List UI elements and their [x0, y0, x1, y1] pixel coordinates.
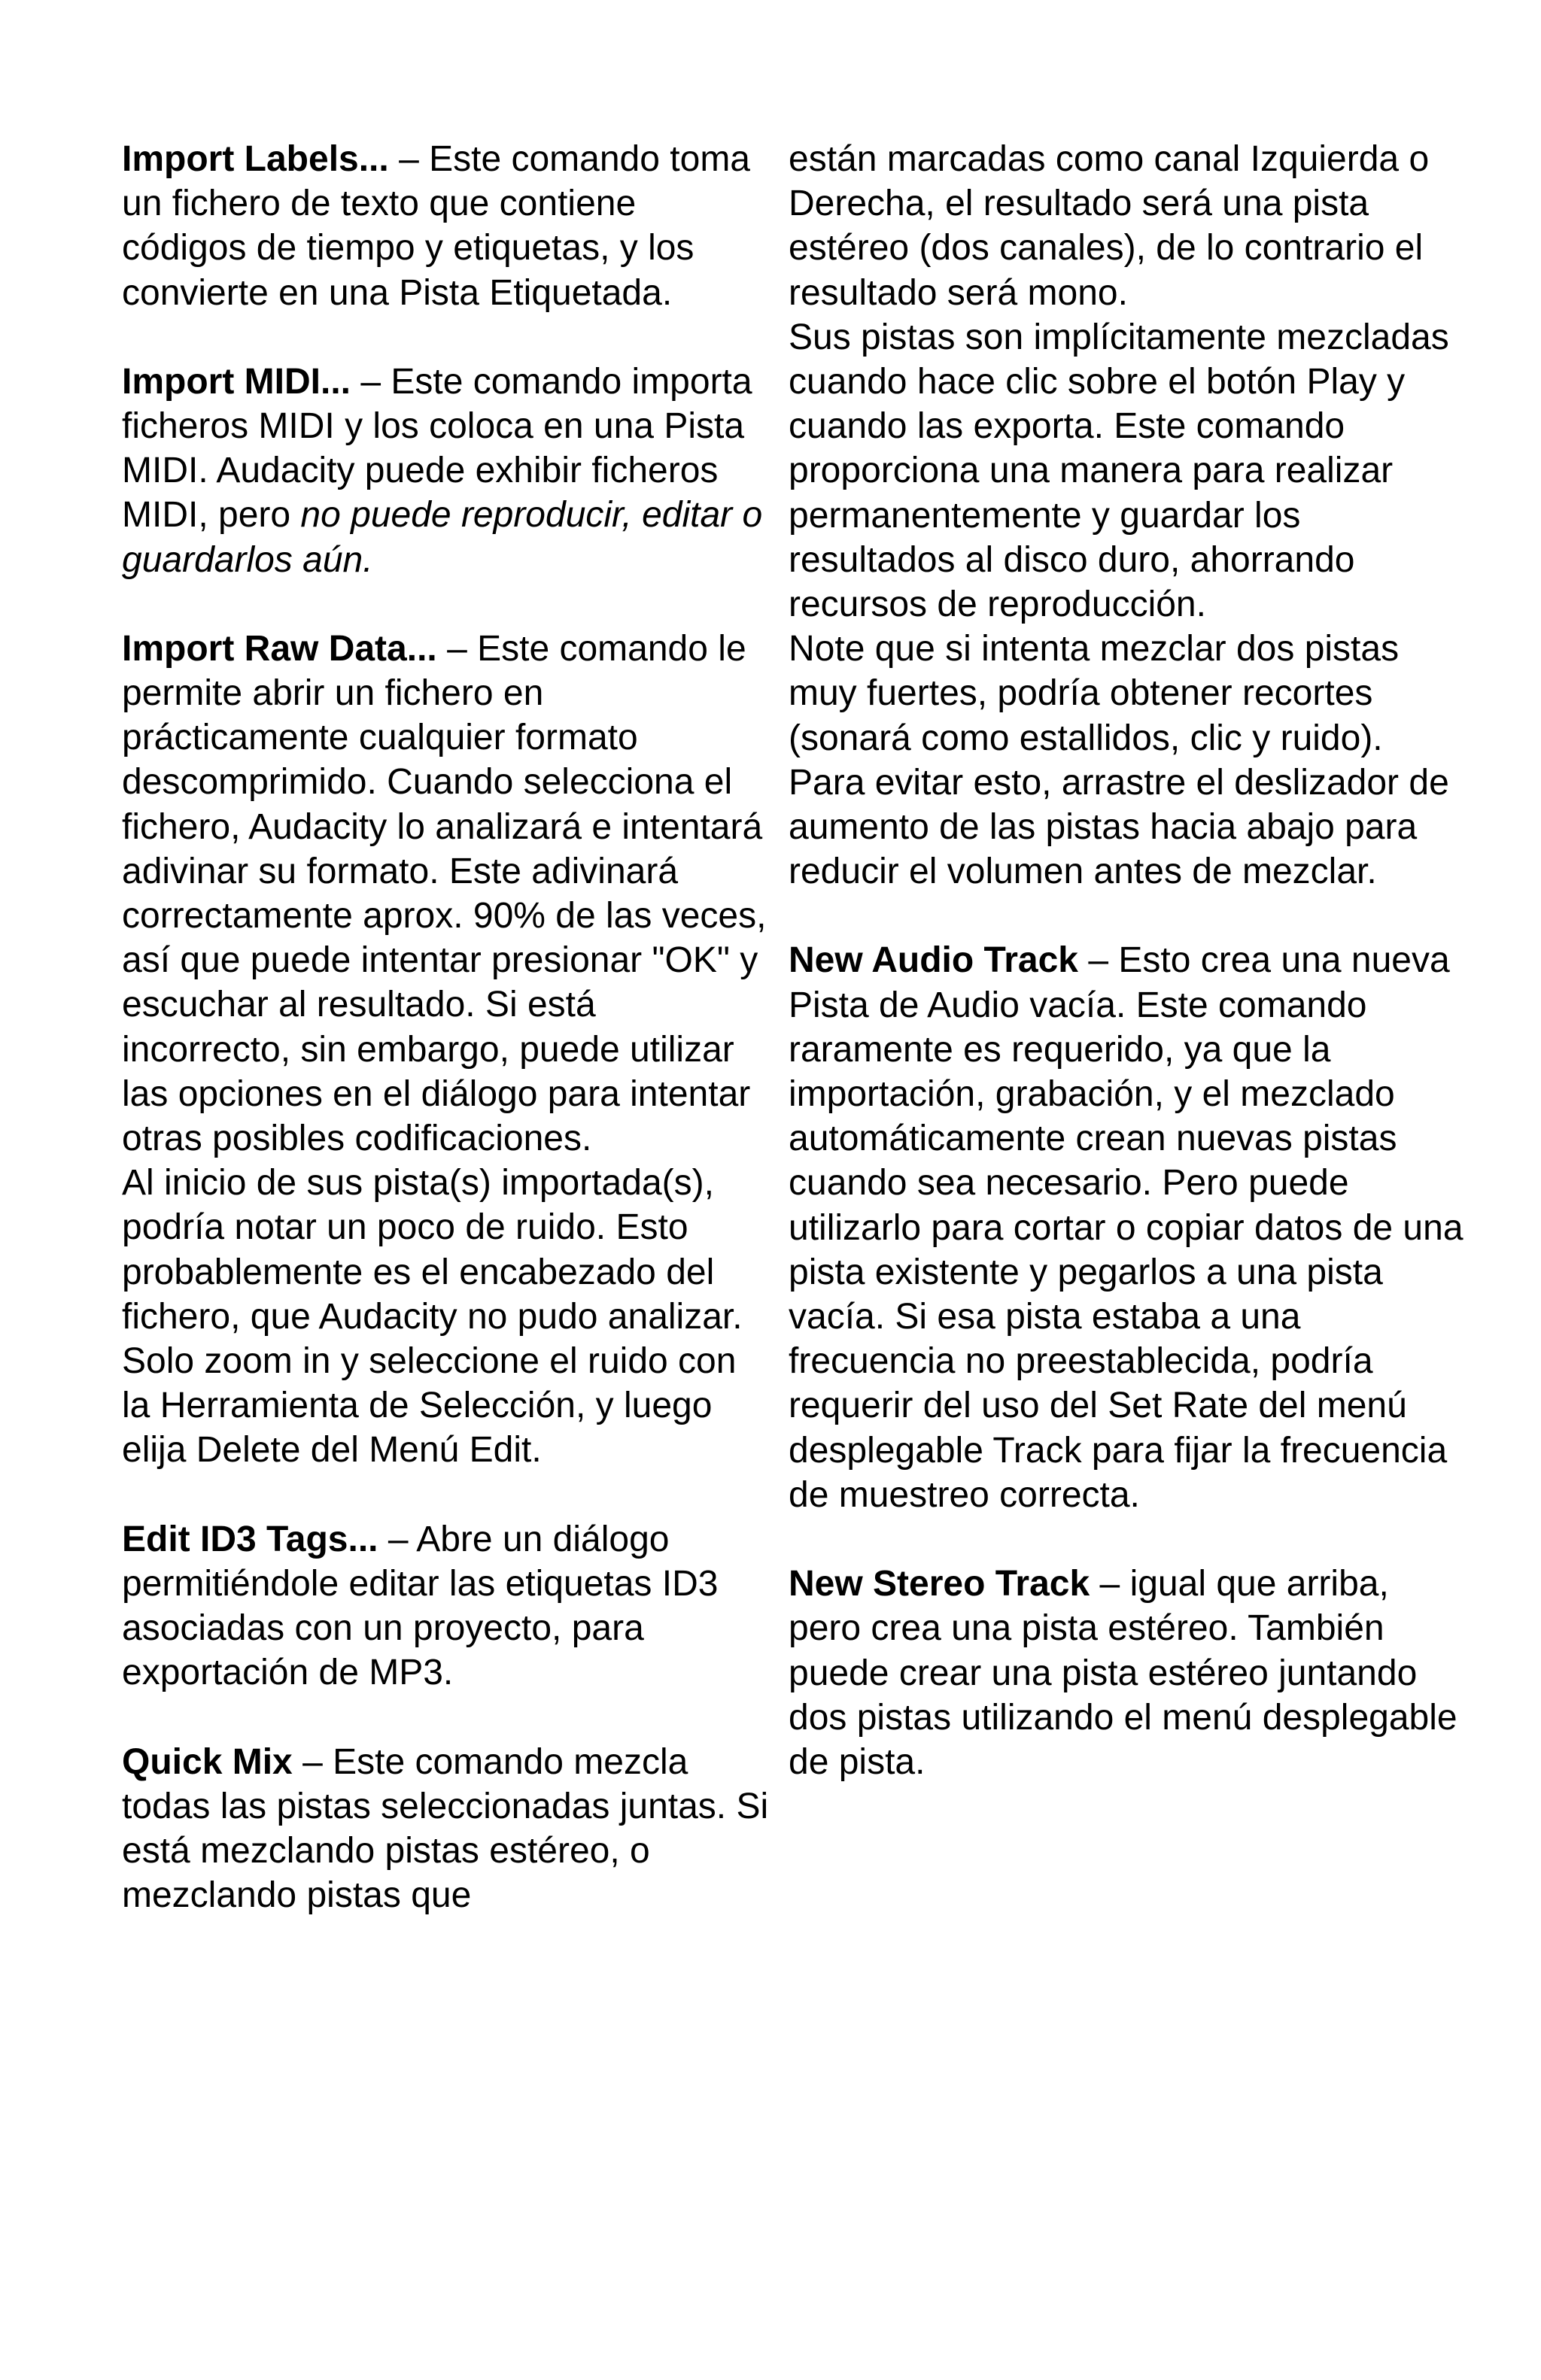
term-quick-mix: Quick Mix — [122, 1741, 293, 1782]
term-import-labels: Import Labels... — [122, 139, 389, 179]
entry-quick-mix-continued — [789, 137, 1466, 894]
entry-edit-id3-tags — [122, 1517, 769, 1695]
entry-new-stereo-track — [789, 1562, 1466, 1784]
right-column — [789, 137, 1466, 1829]
entry-import-raw-data — [122, 627, 769, 1473]
term-new-audio-track: New Audio Track — [789, 940, 1078, 981]
desc-new-stereo-track: – igual que arriba, pero crea una pista estéreo. También puede crear una pista estéreo juntando dos pistas utilizando el menú desplegable de pista. — [789, 1564, 1457, 1782]
quick-mix-cont-channels: están marcadas como canal Izquierda o Derecha, el resultado será una pista estéreo (dos canales), de lo contrario el resultado será mono. — [789, 139, 1430, 313]
desc-import-midi: – Este comando importa ficheros MIDI y los coloca en una Pista MIDI. Audacity puede exhibir ficheros MIDI, pero — [122, 361, 752, 536]
desc-import-raw-data-note: Al inicio de sus pista(s) importada(s), podría notar un poco de ruido. Esto probablemente es el encabezado del fichero, que Audacity no pudo analizar. Solo zoom in y seleccione el ruido con la Herramienta de Selección, y luego elija Delete del Menú Edit. — [122, 1163, 743, 1471]
desc-import-midi-emphasis: no puede reproducir, editar o guardarlos aún. — [122, 495, 763, 580]
desc-quick-mix: – Este comando mezcla todas las pistas seleccionadas juntas. Si está mezclando pistas estéreo, o mezclando pistas que — [122, 1741, 769, 1916]
entry-import-midi — [122, 360, 769, 582]
entry-quick-mix — [122, 1740, 769, 1918]
desc-new-audio-track: – Esto crea una nueva Pista de Audio vacía. Este comando raramente es requerido, ya que la importación, grabación, y el mezclado automáticamente crean nuevas pistas cuando sea necesario. Pero puede utilizarlo para cortar o copiar datos de una pista existente y pegarlos a una pista vacía. Si esa pista estaba a una frecuencia no preestablecida, podría requerir del uso del Set Rate del menú desplegable Track para fijar la frecuencia de muestreo correcta. — [789, 940, 1463, 1515]
entry-new-audio-track — [789, 938, 1466, 1517]
term-import-raw-data: Import Raw Data... — [122, 628, 437, 669]
quick-mix-cont-clipping: Note que si intenta mezclar dos pistas muy fuertes, podría obtener recortes (sonará como estallidos, clic y ruido). Para evitar esto, arrastre el deslizador de aumento de las pistas hacia abajo para reducir el volumen antes de mezclar. — [789, 629, 1449, 892]
desc-import-labels: – Este comando toma un fichero de texto que contiene códigos de tiempo y etiquetas, y los convierte en una Pista Etiquetada. — [122, 139, 750, 313]
term-edit-id3-tags: Edit ID3 Tags... — [122, 1519, 378, 1559]
desc-import-raw-data: – Este comando le permite abrir un fichero en prácticamente cualquier formato descomprimido. Cuando selecciona el fichero, Audacity lo analizará e intentará adivinar su formato. Este adivinará correctamente aprox. 90% de las veces, así que puede intentar presionar "OK" y escuchar al resultado. Si está incorrecto, sin embargo, puede utilizar las opciones en el diálogo para intentar otras posibles codificaciones. — [122, 628, 767, 1159]
term-new-stereo-track: New Stereo Track — [789, 1564, 1090, 1604]
entry-import-labels — [122, 137, 769, 315]
quick-mix-cont-implicit: Sus pistas son implícitamente mezcladas cuando hace clic sobre el botón Play y cuando las exporta. Este comando proporciona una manera para realizar permanentemente y guardar los resultados al disco duro, ahorrando recursos de reproducción. — [789, 317, 1449, 625]
desc-edit-id3-tags: – Abre un diálogo permitiéndole editar las etiquetas ID3 asociadas con un proyecto, para exportación de MP3. — [122, 1519, 719, 1693]
left-column — [122, 137, 769, 1962]
term-import-midi: Import MIDI... — [122, 361, 351, 402]
